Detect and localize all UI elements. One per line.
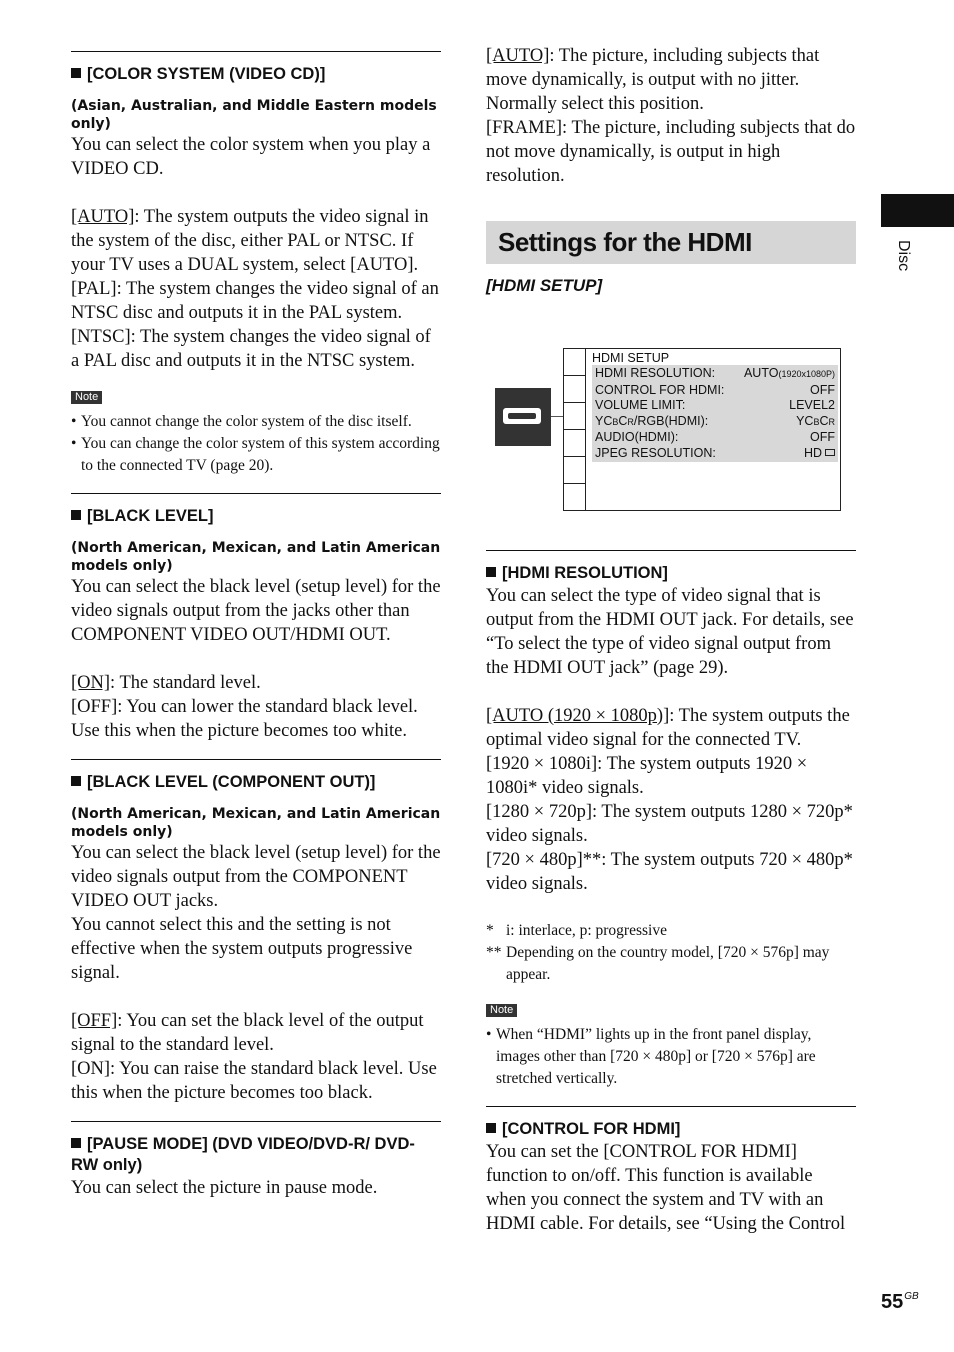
control-for-hdmi-heading: [CONTROL FOR HDMI]: [486, 1119, 856, 1140]
pause-mode-auto: [AUTO]: The picture, including subjects that move dynamically, is output with no jitter. Normally select this position.: [486, 46, 820, 114]
section-banner: Settings for the HDMI: [486, 221, 856, 264]
control-for-hdmi-intro: You can set the [CONTROL FOR HDMI] function to on/off. This function is available when you connect the system and TV with an HDMI cable. For details, see “Using the Control: [486, 1142, 846, 1234]
footnote: * i: interlace, p: progressive: [486, 922, 667, 939]
menu-row-volume-limit: VOLUME LIMIT: LEVEL2: [595, 398, 835, 412]
black-level-on: [ON]: The standard level.: [71, 673, 261, 693]
section-rule: [486, 550, 856, 551]
black-level-component-heading: [BLACK LEVEL (COMPONENT OUT)]: [71, 772, 441, 793]
hdmi-connector-icon: [495, 388, 551, 446]
hdmi-setup-title: [HDMI SETUP]: [486, 276, 603, 295]
note-item: • You cannot change the color system of the disc itself.: [71, 411, 441, 433]
black-level-intro: You can select the black level (setup level) for the video signals output from the jacks other than COMPONENT VIDEO OUT/HDMI OUT.: [71, 577, 441, 645]
chapter-label: Disc: [895, 240, 912, 272]
menu-row-hdmi-resolution: HDMI RESOLUTION: AUTO(1920x1080P): [595, 366, 835, 380]
section-rule: [71, 1121, 441, 1122]
color-system-ntsc: [NTSC]: The system changes the video signal of a PAL disc and outputs it in the NTSC system.: [71, 327, 431, 371]
menu-screen: [563, 348, 841, 511]
square-bullet-icon: [71, 1138, 81, 1148]
section-rule: [71, 759, 441, 760]
chapter-tab: [881, 194, 954, 227]
color-system-notes: [71, 411, 441, 477]
square-bullet-icon: [71, 68, 81, 78]
pause-mode-heading: [PAUSE MODE] (DVD VIDEO/DVD-R/ DVD-RW only): [71, 1135, 415, 1174]
note-item: • You can change the color system of this system according to the connected TV (page 20).: [71, 433, 441, 477]
menu-row-ycbcr-rgb: YCBCR/RGB(HDMI): YCBCR: [595, 413, 835, 428]
black-level-component-on: [ON]: You can raise the standard black level. Use this when the picture becomes too black.: [71, 1059, 437, 1103]
color-system-pal: [PAL]: The system changes the video signal of an NTSC disc and outputs it in the PAL system.: [71, 279, 439, 323]
menu-row-control-for-hdmi: CONTROL FOR HDMI: OFF: [595, 382, 835, 397]
pause-mode-intro: You can select the picture in pause mode.: [71, 1178, 378, 1198]
menu-row-audio-hdmi: AUDIO(HDMI): OFF: [595, 430, 835, 444]
left-column: [71, 51, 441, 1200]
hdmi-resolution-480p: [720 × 480p]**: The system outputs 720 × 480p* video signals.: [486, 850, 853, 894]
black-level-off: [OFF]: You can lower the standard black level. Use this when the picture becomes too white.: [71, 697, 418, 741]
page-number: $55^{GB}$: [881, 1291, 919, 1313]
square-bullet-icon: [71, 776, 81, 786]
footnote: ** Depending on the country model, [720 × 576p] may appear.: [486, 944, 830, 983]
menu-sidebar: [564, 349, 586, 510]
black-level-region: (North American, Mexican, and Latin American models only): [71, 540, 441, 574]
hdmi-resolution-720p: [1280 × 720p]: The system outputs 1280 × 720p* video signals.: [486, 802, 853, 846]
color-system-auto: [AUTO]: The system outputs the video signal in the system of the disc, either PAL or NTSC. If your TV uses a DUAL system, select [AUTO].: [71, 207, 429, 275]
square-bullet-icon: [71, 510, 81, 520]
hdmi-setup-menu-figure: [486, 298, 856, 538]
black-level-component-intro-2: You cannot select this and the setting is not effective when the system outputs progressive signal.: [71, 915, 413, 983]
menu-row-jpeg-resolution: JPEG RESOLUTION: HD: [592, 446, 838, 462]
square-bullet-icon: [486, 567, 496, 577]
note-badge: Note: [486, 1004, 517, 1017]
pause-mode-frame: [FRAME]: The picture, including subjects that do not move dynamically, is output in high resolution.: [486, 118, 856, 186]
square-bullet-icon: [486, 1123, 496, 1133]
menu-rows: [592, 365, 838, 462]
hdmi-resolution-auto: [AUTO (1920 × 1080p)]: The system outputs the optimal video signal for the connected TV.: [486, 706, 850, 750]
color-system-heading: [COLOR SYSTEM (VIDEO CD)]: [71, 64, 441, 85]
black-level-component-off: [OFF]: You can set the black level of the output signal to the standard level.: [71, 1011, 424, 1055]
black-level-component-region: (North American, Mexican, and Latin American models only): [71, 806, 441, 840]
section-rule: [71, 493, 441, 494]
section-rule: [486, 1106, 856, 1107]
note-item: • When “HDMI” lights up in the front panel display, images other than [720 × 480p] or [720 × 576p] are stretched vertically.: [486, 1024, 856, 1090]
section-rule: [71, 51, 441, 52]
note-badge: Note: [71, 391, 102, 404]
right-column: [486, 44, 856, 1236]
hdmi-resolution-intro: You can select the type of video signal that is output from the HDMI OUT jack. For details, see “To select the type of video signal output from the HDMI OUT jack” (page 29).: [486, 586, 854, 678]
menu-title: HDMI SETUP: [592, 351, 670, 365]
color-system-intro: You can select the color system when you play a VIDEO CD.: [71, 135, 431, 179]
hdmi-resolution-heading: [HDMI RESOLUTION]: [486, 563, 856, 584]
hdmi-resolution-1080i: [1920 × 1080i]: The system outputs 1920 × 1080i* video signals.: [486, 754, 808, 798]
hd-aspect-icon: [825, 449, 835, 456]
black-level-heading: [BLACK LEVEL]: [71, 506, 441, 527]
hdmi-resolution-notes: [486, 1024, 856, 1090]
color-system-region: (Asian, Australian, and Middle Eastern models only): [71, 98, 437, 132]
black-level-component-intro: You can select the black level (setup level) for the video signals output from the COMPONENT VIDEO OUT jacks.: [71, 843, 441, 911]
